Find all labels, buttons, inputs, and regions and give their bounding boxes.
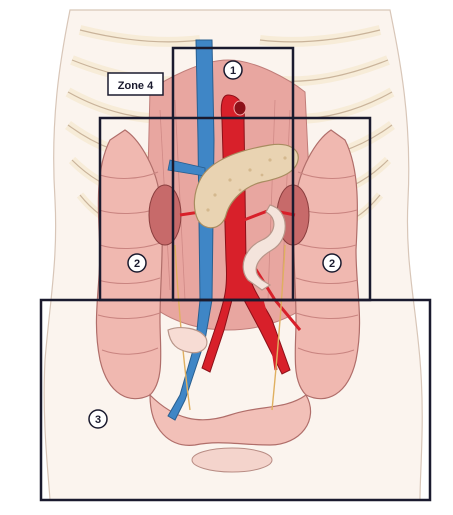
aorta-lumen	[234, 101, 246, 115]
svg-text:2: 2	[133, 258, 141, 270]
zone-2-marker-left	[128, 254, 146, 272]
svg-text:3: 3	[94, 414, 102, 426]
zone-2-marker-right	[323, 254, 341, 272]
zone-3-marker	[89, 410, 107, 428]
bladder	[192, 448, 272, 472]
zone-4-label: Zone 4	[117, 80, 154, 92]
svg-text:2: 2	[328, 258, 336, 270]
left-kidney	[149, 185, 181, 245]
zone-1-marker	[224, 61, 242, 79]
svg-text:1: 1	[229, 65, 237, 77]
